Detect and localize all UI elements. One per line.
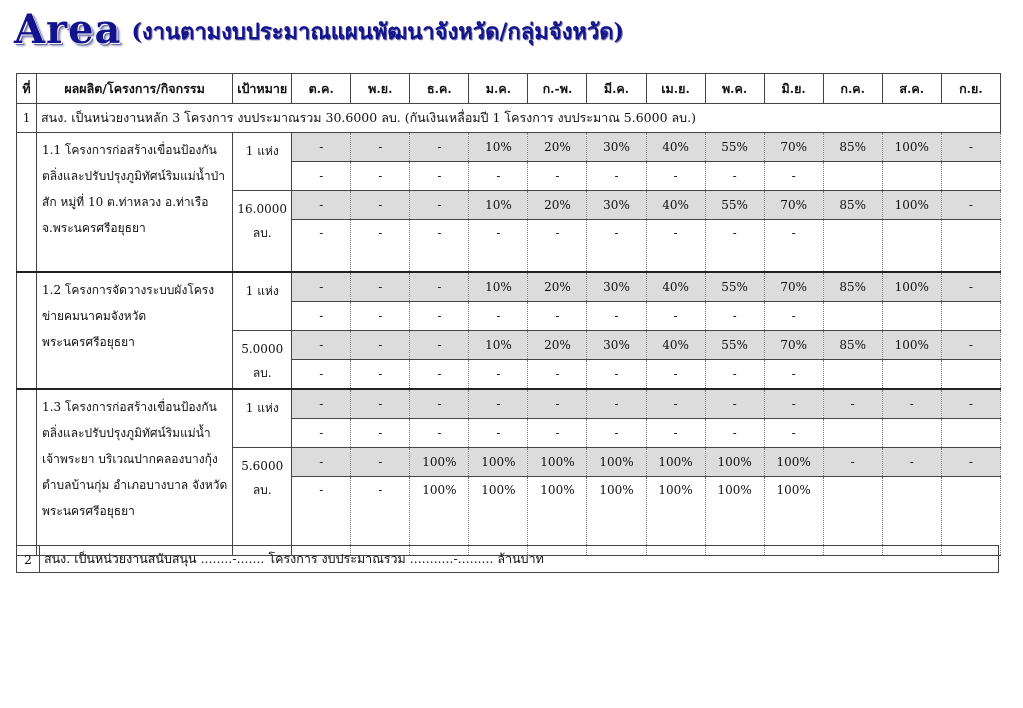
plan-cell: -: [292, 448, 351, 477]
header-cell: ผลผลิต/โครงการ/กิจกรรม: [37, 74, 233, 104]
result-cell: -: [764, 302, 823, 331]
result-cell: -: [469, 220, 528, 273]
blank-no-cell: [17, 389, 37, 556]
plan-cell: 85%: [823, 191, 882, 220]
plan-cell: 30%: [587, 191, 646, 220]
plan-cell: 30%: [587, 331, 646, 360]
result-cell: -: [292, 220, 351, 273]
plan-cell: 100%: [882, 133, 941, 162]
result-cell: -: [528, 162, 587, 191]
result-cell: -: [469, 360, 528, 390]
plan-cell: 20%: [528, 191, 587, 220]
project-target: 1 แห่ง: [233, 272, 292, 331]
result-cell: [882, 360, 941, 390]
plan-cell: 70%: [764, 272, 823, 302]
result-cell: -: [764, 162, 823, 191]
plan-cell: 55%: [705, 331, 764, 360]
project-target: 5.0000 ลบ.: [233, 331, 292, 390]
plan-cell: -: [410, 389, 469, 419]
project-target: 5.6000 ลบ.: [233, 448, 292, 556]
result-cell: [823, 477, 882, 556]
result-cell: -: [292, 162, 351, 191]
project-name: 1.1 โครงการก่อสร้างเขื่อนป้องกันตลิ่งและปรับปรุงภูมิทัศน์ริมแม่น้ำป่าสัก หมู่ที่ 10 ต.ท่าหลวง อ.ท่าเรือ จ.พระนครศรีอยุธยา: [37, 133, 233, 273]
result-cell: -: [410, 419, 469, 448]
result-cell: -: [587, 162, 646, 191]
result-cell: [941, 419, 1000, 448]
plan-cell: -: [410, 272, 469, 302]
plan-cell: -: [292, 133, 351, 162]
plan-cell: -: [941, 331, 1000, 360]
plan-cell: -: [410, 191, 469, 220]
plan-cell: -: [292, 331, 351, 360]
plan-cell: 100%: [764, 448, 823, 477]
plan-cell: 55%: [705, 272, 764, 302]
result-cell: -: [469, 302, 528, 331]
result-cell: -: [705, 162, 764, 191]
header-cell: ต.ค.: [292, 74, 351, 104]
plan-cell: -: [882, 448, 941, 477]
title-area: Area: [14, 6, 122, 53]
result-cell: [823, 419, 882, 448]
plan-cell: 30%: [587, 272, 646, 302]
result-cell: [882, 162, 941, 191]
result-cell: -: [705, 302, 764, 331]
header-cell: ก.ย.: [941, 74, 1000, 104]
plan-cell: 100%: [410, 448, 469, 477]
result-cell: -: [351, 419, 410, 448]
result-cell: [941, 220, 1000, 273]
blank-no-cell: [17, 272, 37, 389]
result-cell: -: [587, 302, 646, 331]
plan-cell: 85%: [823, 331, 882, 360]
header-cell: พ.ค.: [705, 74, 764, 104]
plan-cell: -: [410, 133, 469, 162]
result-cell: -: [646, 220, 705, 273]
header-cell: เป้าหมาย: [233, 74, 292, 104]
result-cell: -: [764, 220, 823, 273]
plan-cell: -: [351, 191, 410, 220]
plan-cell: -: [882, 389, 941, 419]
header-cell: ส.ค.: [882, 74, 941, 104]
plan-cell: -: [764, 389, 823, 419]
section1-row: [17, 104, 1001, 133]
result-cell: [882, 302, 941, 331]
result-cell: -: [469, 419, 528, 448]
plan-cell: -: [941, 191, 1000, 220]
plan-cell: 20%: [528, 133, 587, 162]
plan-cell: -: [351, 331, 410, 360]
result-cell: [823, 360, 882, 390]
result-cell: -: [528, 220, 587, 273]
project-row: [17, 272, 1001, 302]
result-cell: [941, 477, 1000, 556]
result-cell: -: [469, 162, 528, 191]
plan-cell: -: [410, 331, 469, 360]
plan-cell: -: [705, 389, 764, 419]
result-cell: -: [646, 360, 705, 390]
plan-cell: -: [351, 448, 410, 477]
plan-cell: -: [941, 272, 1000, 302]
plan-cell: -: [528, 389, 587, 419]
result-cell: [882, 477, 941, 556]
plan-cell: 100%: [469, 448, 528, 477]
plan-cell: -: [469, 389, 528, 419]
result-cell: -: [410, 302, 469, 331]
header-cell: ธ.ค.: [410, 74, 469, 104]
result-cell: -: [351, 360, 410, 390]
plan-cell: -: [823, 448, 882, 477]
project-target: 1 แห่ง: [233, 133, 292, 191]
plan-cell: 55%: [705, 191, 764, 220]
plan-cell: 100%: [705, 448, 764, 477]
plan-cell: 70%: [764, 191, 823, 220]
header-cell: พ.ย.: [351, 74, 410, 104]
project-row: [17, 133, 1001, 162]
plan-cell: 85%: [823, 272, 882, 302]
plan-cell: -: [646, 389, 705, 419]
plan-cell: -: [351, 272, 410, 302]
result-cell: -: [705, 360, 764, 390]
result-cell: -: [292, 302, 351, 331]
plan-cell: 70%: [764, 331, 823, 360]
result-cell: 100%: [410, 477, 469, 556]
plan-cell: -: [941, 133, 1000, 162]
plan-cell: 40%: [646, 133, 705, 162]
result-cell: [941, 162, 1000, 191]
result-cell: -: [587, 220, 646, 273]
result-cell: -: [351, 302, 410, 331]
section2-no: 2: [17, 546, 40, 572]
result-cell: -: [410, 162, 469, 191]
result-cell: [941, 360, 1000, 390]
result-cell: -: [587, 360, 646, 390]
result-cell: [823, 302, 882, 331]
plan-cell: -: [292, 272, 351, 302]
result-cell: -: [351, 162, 410, 191]
result-cell: [823, 220, 882, 273]
section2-row: [16, 545, 999, 573]
page-title: [14, 6, 624, 54]
project-name: 1.2 โครงการจัดวางระบบผังโครงข่ายคมนาคมจังหวัดพระนครศรีอยุธยา: [37, 272, 233, 389]
result-cell: -: [528, 419, 587, 448]
result-cell: [882, 220, 941, 273]
result-cell: 100%: [646, 477, 705, 556]
plan-cell: 100%: [882, 331, 941, 360]
section1-text: สนง. เป็นหน่วยงานหลัก 3 โครงการ งบประมาณรวม 30.6000 ลบ. (กันเงินเหลื่อมปี 1 โครงการ งบประมาณ 5.6000 ลบ.): [37, 104, 1001, 133]
plan-cell: 70%: [764, 133, 823, 162]
plan-cell: 10%: [469, 331, 528, 360]
result-cell: 100%: [764, 477, 823, 556]
result-cell: [823, 162, 882, 191]
plan-cell: 40%: [646, 272, 705, 302]
plan-cell: 40%: [646, 331, 705, 360]
plan-cell: -: [292, 389, 351, 419]
header-cell: เม.ย.: [646, 74, 705, 104]
result-cell: -: [764, 360, 823, 390]
result-cell: 100%: [705, 477, 764, 556]
header-cell: ม.ค.: [469, 74, 528, 104]
plan-cell: 100%: [528, 448, 587, 477]
plan-cell: -: [292, 191, 351, 220]
result-cell: -: [410, 220, 469, 273]
plan-cell: -: [941, 448, 1000, 477]
plan-cell: 20%: [528, 331, 587, 360]
plan-cell: 85%: [823, 133, 882, 162]
result-cell: -: [410, 360, 469, 390]
result-cell: -: [292, 419, 351, 448]
section1-no: 1: [17, 104, 37, 133]
plan-cell: -: [823, 389, 882, 419]
header-cell: มี.ค.: [587, 74, 646, 104]
header-row: [17, 74, 1001, 104]
result-cell: -: [705, 419, 764, 448]
result-cell: -: [351, 477, 410, 556]
header-cell: ที่: [17, 74, 37, 104]
result-cell: -: [705, 220, 764, 273]
plan-cell: 55%: [705, 133, 764, 162]
plan-cell: 20%: [528, 272, 587, 302]
result-cell: -: [292, 360, 351, 390]
plan-cell: 100%: [882, 272, 941, 302]
result-cell: 100%: [587, 477, 646, 556]
section2-text: สนง. เป็นหน่วยงานสนับสนุน ........-....... โครงการ งบประมาณรวม ...........-......... ล้านบาท: [44, 551, 544, 566]
plan-cell: 10%: [469, 272, 528, 302]
header-cell: ก.-พ.: [528, 74, 587, 104]
result-cell: -: [292, 477, 351, 556]
project-target: 16.0000 ลบ.: [233, 191, 292, 273]
project-row: [17, 389, 1001, 419]
result-cell: 100%: [469, 477, 528, 556]
plan-cell: 10%: [469, 191, 528, 220]
result-cell: [882, 419, 941, 448]
header-cell: ก.ค.: [823, 74, 882, 104]
plan-cell: -: [351, 133, 410, 162]
result-cell: -: [646, 162, 705, 191]
blank-no-cell: [17, 133, 37, 273]
result-cell: -: [351, 220, 410, 273]
plan-cell: 40%: [646, 191, 705, 220]
plan-cell: -: [941, 389, 1000, 419]
plan-cell: 100%: [646, 448, 705, 477]
plan-cell: 100%: [587, 448, 646, 477]
plan-cell: 30%: [587, 133, 646, 162]
title-subtitle: (งานตามงบประมาณแผนพัฒนาจังหวัด/กลุ่มจังหวัด): [131, 19, 624, 45]
plan-cell: -: [587, 389, 646, 419]
result-cell: [941, 302, 1000, 331]
result-cell: -: [764, 419, 823, 448]
project-target: 1 แห่ง: [233, 389, 292, 448]
plan-table: [16, 73, 1001, 556]
header-cell: มิ.ย.: [764, 74, 823, 104]
plan-cell: 10%: [469, 133, 528, 162]
plan-cell: -: [351, 389, 410, 419]
result-cell: 100%: [528, 477, 587, 556]
result-cell: -: [587, 419, 646, 448]
result-cell: -: [646, 302, 705, 331]
result-cell: -: [528, 360, 587, 390]
project-name: 1.3 โครงการก่อสร้างเขื่อนป้องกันตลิ่งและปรับปรุงภูมิทัศน์ริมแม่น้ำเจ้าพระยา บริเวณปากคลองบางกุ้ง ตำบลบ้านกุ่ม อำเภอบางบาล จังหวัดพระนครศรีอยุธยา: [37, 389, 233, 556]
result-cell: -: [646, 419, 705, 448]
plan-cell: 100%: [882, 191, 941, 220]
result-cell: -: [528, 302, 587, 331]
